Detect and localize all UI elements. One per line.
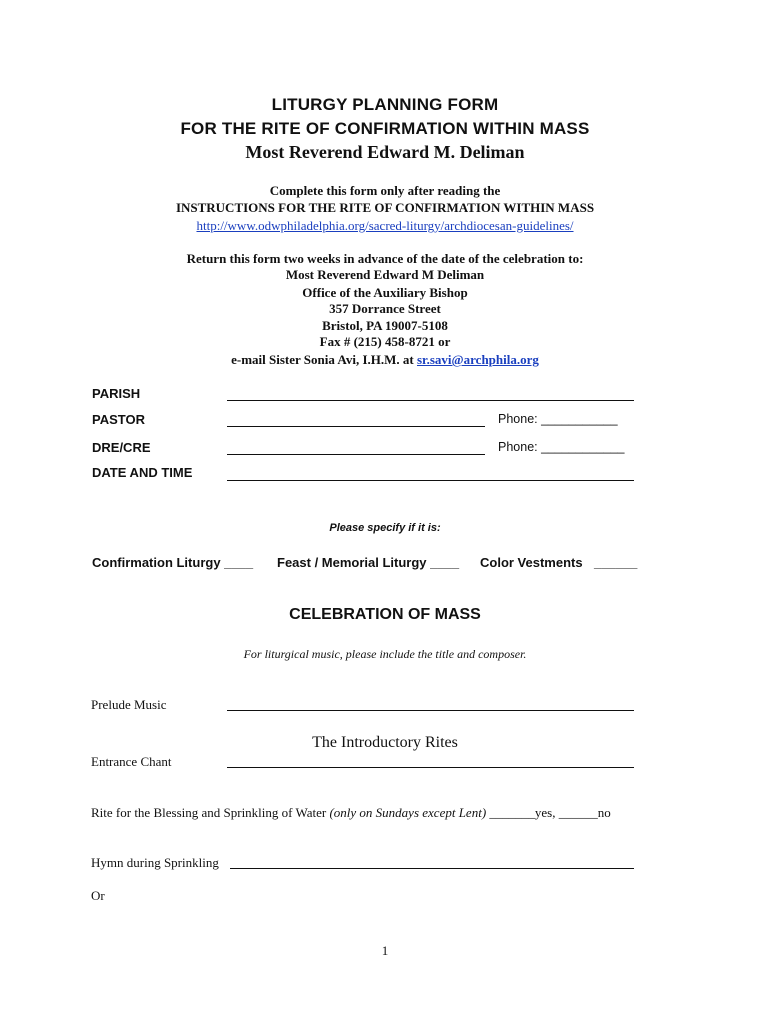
specify-prompt: Please specify if it is: bbox=[329, 522, 441, 534]
rite-yes-field[interactable]: _______yes, bbox=[489, 805, 556, 820]
email-prefix: e-mail Sister Sonia Avi, I.H.M. at bbox=[231, 352, 414, 367]
instructions-line2: INSTRUCTIONS FOR THE RITE OF CONFIRMATION WITHIN MASS bbox=[175, 200, 595, 215]
entrance-label: Entrance Chant bbox=[91, 754, 172, 769]
instructions-line1: Complete this form only after reading the bbox=[269, 183, 501, 198]
rite-blessing-line bbox=[91, 805, 611, 821]
parish-field[interactable] bbox=[227, 400, 634, 401]
form-title-line2: FOR THE RITE OF CONFIRMATION WITHIN MASS bbox=[180, 119, 590, 138]
rite-text: Rite for the Blessing and Sprinkling of Water bbox=[91, 805, 327, 820]
date-time-label: DATE AND TIME bbox=[92, 465, 193, 480]
guidelines-link[interactable]: http://www.odwphiladelphia.org/sacred-liturgy/archdiocesan-guidelines/ bbox=[196, 218, 574, 233]
color-vestments-field[interactable]: ______ bbox=[594, 555, 638, 570]
music-note: For liturgical music, please include the title and composer. bbox=[243, 647, 527, 661]
or-label: Or bbox=[91, 888, 105, 903]
parish-label: PARISH bbox=[92, 386, 141, 401]
dre-phone-field[interactable]: Phone: ____________ bbox=[498, 440, 625, 454]
rite-italic-note: (only on Sundays except Lent) bbox=[329, 805, 487, 820]
confirmation-liturgy-option[interactable]: Confirmation Liturgy ____ bbox=[92, 555, 254, 570]
return-line6: Fax # (215) 458-8721 or bbox=[319, 334, 451, 349]
dre-field[interactable] bbox=[227, 454, 485, 455]
return-line3: Office of the Auxiliary Bishop bbox=[302, 285, 468, 300]
pastor-field[interactable] bbox=[227, 426, 485, 427]
pastor-phone-field[interactable]: Phone: ___________ bbox=[498, 412, 618, 426]
form-title-line1: LITURGY PLANNING FORM bbox=[271, 95, 499, 114]
return-line4: 357 Dorrance Street bbox=[329, 301, 441, 316]
hymn-label: Hymn during Sprinkling bbox=[91, 855, 219, 870]
return-line1: Return this form two weeks in advance of the date of the celebration to: bbox=[186, 251, 584, 266]
date-time-field[interactable] bbox=[227, 480, 634, 481]
dre-label: DRE/CRE bbox=[92, 440, 151, 455]
page-number: 1 bbox=[381, 943, 389, 958]
return-line2: Most Reverend Edward M Deliman bbox=[285, 267, 485, 282]
celebration-heading: CELEBRATION OF MASS bbox=[289, 606, 481, 623]
return-line5: Bristol, PA 19007-5108 bbox=[322, 318, 448, 333]
prelude-field[interactable] bbox=[227, 710, 634, 711]
pastor-label: PASTOR bbox=[92, 412, 145, 427]
entrance-field[interactable] bbox=[227, 767, 634, 768]
bishop-name: Most Reverend Edward M. Deliman bbox=[245, 142, 525, 162]
color-vestments-label: Color Vestments bbox=[480, 555, 583, 570]
hymn-field[interactable] bbox=[230, 868, 634, 869]
return-email-line bbox=[0, 352, 770, 368]
rite-no-field[interactable]: ______no bbox=[558, 805, 611, 820]
email-link[interactable]: sr.savi@archphila.org bbox=[416, 352, 539, 367]
intro-rites-heading: The Introductory Rites bbox=[312, 734, 458, 751]
feast-memorial-option[interactable]: Feast / Memorial Liturgy ____ bbox=[277, 555, 460, 570]
prelude-label: Prelude Music bbox=[91, 697, 167, 712]
